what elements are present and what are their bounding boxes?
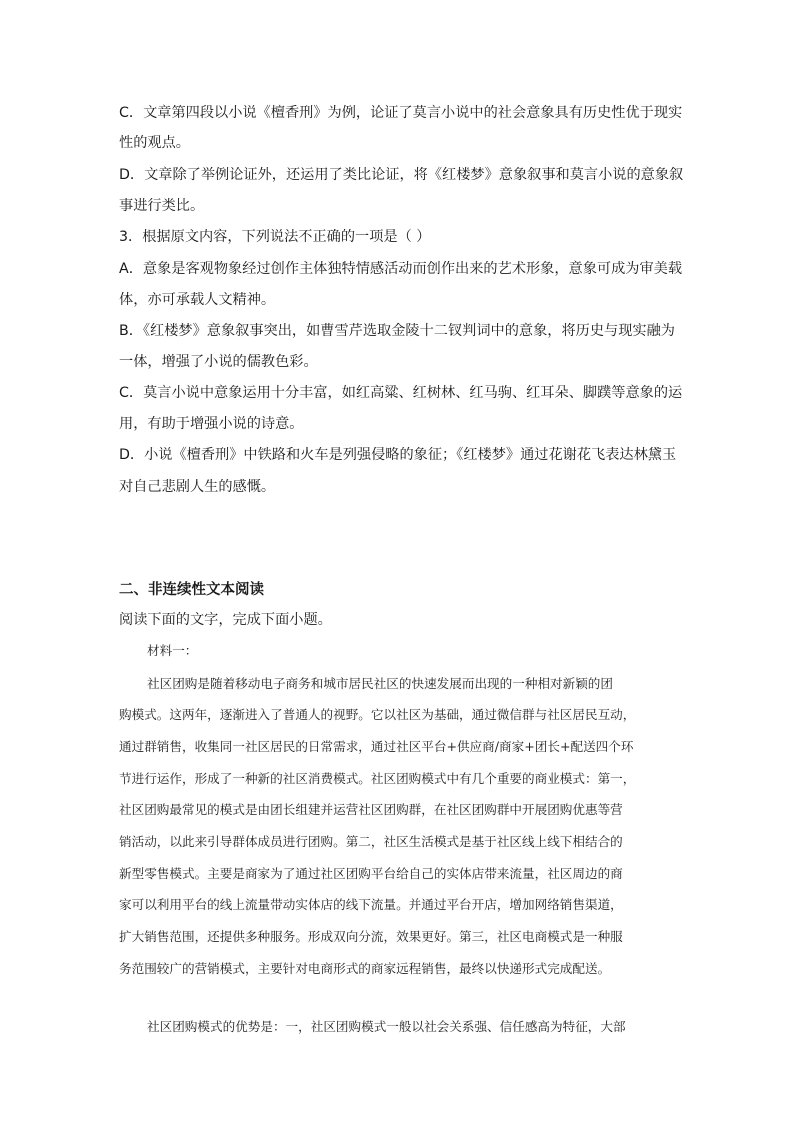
option-c-line2: 性的观点。 — [119, 135, 190, 151]
q3-option-b-line2: 一体，增强了小说的儒教色彩。 — [119, 354, 318, 370]
q3-option-b-line1: B．《红楼梦》意象叙事突出，如曹雪芹选取金陵十二钗判词中的意象，将历史与现实融为 — [119, 323, 675, 339]
q3-option-d-line1: D．小说《檀香刑》中铁路和火车是列强侵略的象征；《红楼梦》通过花谢花飞表达林黛玉 — [119, 447, 677, 463]
material-line: 通过群销售，收集同一社区居民的日常需求，通过社区平台+供应商/商家+团长+配送四个环 — [119, 739, 634, 754]
material-paragraph2-line: 社区团购模式的优势是：一，社区团购模式一般以社会关系强、信任感高为特征，大部 — [147, 1019, 626, 1034]
q3-option-c-line2: 用，有助于增强小说的诗意。 — [119, 416, 304, 432]
q3-option-a-line1: A．意象是客观物象经过创作主体独特情感活动而创作出来的艺术形象，意象可成为审美载 — [119, 261, 683, 277]
section-heading: 二、非连续性文本阅读 — [119, 582, 264, 598]
material-line: 销活动，以此来引导群体成员进行团购。第二，社区生活模式是基于社区线上线下相结合的 — [119, 834, 623, 849]
q3-option-c-line1: C．莫言小说中意象运用十分丰富，如红高粱、红树林、红马驹、红耳朵、脚蹼等意象的运 — [119, 385, 683, 401]
section-instruction: 阅读下面的文字，完成下面小题。 — [119, 612, 332, 628]
option-d-line1: D．文章除了举例论证外，还运用了类比论证，将《红楼梦》意象叙事和莫言小说的意象叙 — [119, 167, 684, 183]
option-d-line2: 事进行类比。 — [119, 198, 205, 214]
question-3: 3．根据原文内容，下列说法不正确的一项是（ ） — [119, 229, 431, 245]
material-label: 材料一： — [147, 643, 198, 658]
material-line: 扩大销售范围，还提供多种服务。形成双向分流，效果更好。第三，社区电商模式是一种服 — [119, 929, 623, 944]
material-line: 家可以利用平台的线上流量带动实体店的线下流量。并通过平台开店，增加网络销售渠道， — [119, 897, 623, 912]
q3-option-a-line2: 体，亦可承载人文精神。 — [119, 292, 276, 308]
material-line: 务范围较广的营销模式，主要针对电商形式的商家远程销售，最终以快递形式完成配送。 — [119, 961, 611, 976]
material-line: 节进行运作，形成了一种新的社区消费模式。社区团购模式中有几个重要的商业模式：第一， — [119, 771, 636, 786]
material-line: 社区团购是随着移动电子商务和城市居民社区的快速发展而出现的一种相对新颖的团 — [147, 676, 613, 691]
material-line: 社区团购最常见的模式是由团长组建并运营社区团购群，在社区团购群中开展团购优惠等营 — [119, 802, 623, 817]
material-line: 新型零售模式。主要是商家为了通过社区团购平台给自己的实体店带来流量，社区周边的商 — [119, 866, 623, 881]
option-c-line1: C．文章第四段以小说《檀香刑》为例，论证了莫言小说中的社会意象具有历史性优于现实 — [119, 105, 683, 121]
material-line: 购模式。这两年，逐渐进入了普通人的视野。它以社区为基础，通过微信群与社区居民互动， — [119, 707, 636, 722]
q3-option-d-line2: 对自己悲剧人生的感慨。 — [119, 479, 276, 495]
